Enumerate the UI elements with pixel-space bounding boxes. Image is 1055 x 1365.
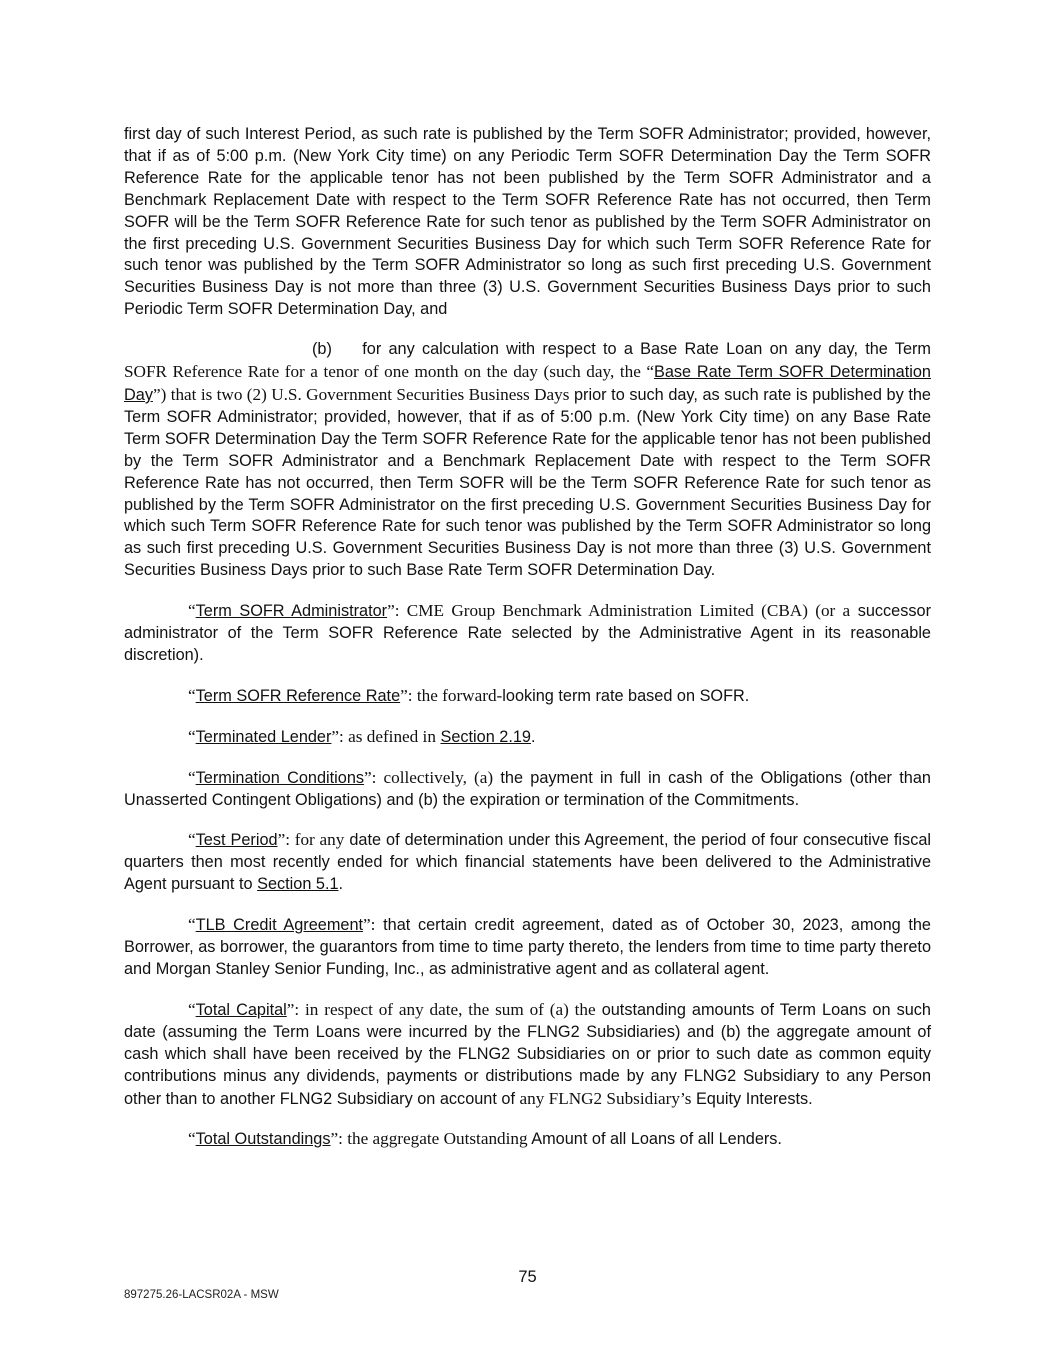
paragraph-text: outstanding amounts of Term Loans on such date (assuming the Term Loans were incurred by the FLNG2 Subsidiaries) and (b) the aggregate amount of cash which shall have been received by the FLNG2 Subsidiaries on or prior to such date as common equity contributions minus any dividends, payments or distributions made by any FLNG2 Subsidiary to any Person other than to another FLNG2 Subsidiary on account of	[124, 1000, 931, 1108]
defined-term: Total Capital	[195, 1000, 287, 1019]
open-quote: “	[188, 1129, 196, 1149]
paragraph-text: ”: the aggregate Outstanding	[330, 1129, 528, 1149]
document-id: 897275.26-LACSR02A - MSW	[124, 1289, 279, 1301]
defined-term: Term SOFR Reference Rate	[195, 686, 401, 705]
paragraph-text: prior to such day, as such rate is published by the Term SOFR Administrator; provided, however, that if as of 5:00 p.m. (New York City time) on any Base Rate Term SOFR Determination Day the Term SOFR Reference Rate for the applicable tenor has not been published by the Term SOFR Administrator and a Benchmark Replacement Date with respect to the Term SOFR Reference Rate has not occurred, then Term SOFR will be the Term SOFR Reference Rate for such tenor as published by the Term SOFR Administrator on the first preceding U.S. Government Securities Business Day for which such Term SOFR Reference Rate for such tenor was published by the Term SOFR Administrator so long as such first preceding U.S. Government Securities Business Day is not more than three (3) U.S. Government Securities Business Days prior to such Base Rate Term SOFR Determination Day.	[124, 385, 931, 580]
definition-tlb-credit-agreement	[124, 914, 931, 981]
document-body	[124, 124, 931, 1169]
paragraph-text: the payment in full in cash of the Obligations (other than Unasserted Contingent Obligations) and (b) the expiration or termination of the Commitments.	[124, 768, 931, 809]
defined-term: Term SOFR Administrator	[195, 602, 388, 621]
page-number: 75	[518, 1268, 537, 1286]
definition-test-period	[124, 829, 931, 896]
paragraph-text: ”) that is two (2) U.S. Government Securities Business Days	[152, 384, 570, 404]
defined-term: TLB Credit Agreement	[195, 916, 364, 935]
definition-termination-conditions	[124, 767, 931, 812]
paragraph-text: .	[531, 727, 536, 746]
paragraph-text: successor administrator of the Term SOFR Reference Rate selected by the Administrative Agent in its reasonable discretion).	[124, 602, 931, 664]
definition-terminated-lender	[124, 726, 931, 749]
paragraph-term-sofr-continuation	[124, 124, 931, 321]
open-quote: “	[188, 685, 196, 705]
paragraph-text: ”: for any	[277, 830, 345, 850]
defined-term: Test Period	[195, 831, 278, 850]
defined-term: Total Outstandings	[195, 1130, 331, 1149]
open-quote: “	[188, 601, 196, 621]
open-quote: “	[188, 767, 196, 787]
paragraph-text: looking term rate based on SOFR.	[502, 686, 750, 705]
defined-term: Termination Conditions	[195, 768, 365, 787]
clause-marker: (b)	[312, 340, 332, 359]
defined-term: Base Rate Term SOFR Determination Day	[124, 363, 931, 404]
paragraph-text: any FLNG2 Subsidiary’s	[519, 1088, 692, 1108]
paragraph-text: first day of such Interest Period, as such rate is published by the Term SOFR Administrator; provided, however, that if as of 5:00 p.m. (New York City time) on any Periodic Term SOFR Determination Day the Term SOFR Reference Rate for the applicable tenor has not been published by the Term SOFR Administrator and a Benchmark Replacement Date with respect to the Term SOFR Reference Rate has not occurred, then Term SOFR will be the Term SOFR Reference Rate for such tenor as published by the Term SOFR Administrator on the first preceding U.S. Government Securities Business Day for which such Term SOFR Reference Rate for such tenor was published by the Term SOFR Administrator so long as such first preceding U.S. Government Securities Business Day is not more than three (3) U.S. Government Securities Business Days prior to such Periodic Term SOFR Determination Day, and	[124, 125, 931, 319]
open-quote: “	[188, 830, 196, 850]
open-quote: “	[188, 915, 196, 935]
paragraph-text: .	[338, 875, 344, 894]
paragraph-text: ”: the forward-	[400, 685, 503, 705]
section-reference: Section 5.1	[257, 875, 339, 894]
defined-term: Terminated Lender	[195, 727, 332, 746]
open-quote: “	[188, 999, 196, 1019]
paragraph-text: ”: collectively, (a)	[364, 767, 494, 787]
paragraph-text: Amount of all Loans of all Lenders.	[531, 1130, 782, 1149]
paragraph-text: date of determination under this Agreement, the period of four consecutive fiscal quarters then most recently ended for which financial statements have been delivered to the Administrative Agent pursuant to	[124, 831, 932, 894]
paragraph-text: ”: in respect of any date, the sum of (a) the	[286, 999, 596, 1019]
paragraph-text: for any calculation with respect to a Base Rate Loan on any day, the Term	[362, 340, 931, 359]
definition-term-sofr-administrator	[124, 600, 931, 667]
definition-total-capital	[124, 999, 931, 1111]
paragraph-text: that certain credit agreement, dated as of October 30, 2023, among the Borrower, as borrower, the guarantors from time to time party thereto, the lenders from time to time party thereto and Morgan Stanley Senior Funding, Inc., as administrative agent and as collateral agent.	[124, 916, 931, 978]
paragraph-text: Equity Interests.	[695, 1089, 813, 1108]
paragraph-text: ”: CME Group Benchmark Administration Limited (CBA) (or a	[387, 601, 851, 621]
paragraph-text: ”: as defined in	[331, 726, 436, 746]
paragraph-text: SOFR Reference Rate for a tenor of one month on the day (such day, the “	[124, 362, 654, 382]
paragraph-clause-b	[124, 339, 931, 582]
section-reference: Section 2.19	[440, 727, 531, 746]
paragraph-text: ”:	[363, 915, 376, 935]
definition-total-outstandings	[124, 1128, 931, 1151]
open-quote: “	[188, 726, 196, 746]
definition-term-sofr-reference-rate	[124, 685, 931, 708]
